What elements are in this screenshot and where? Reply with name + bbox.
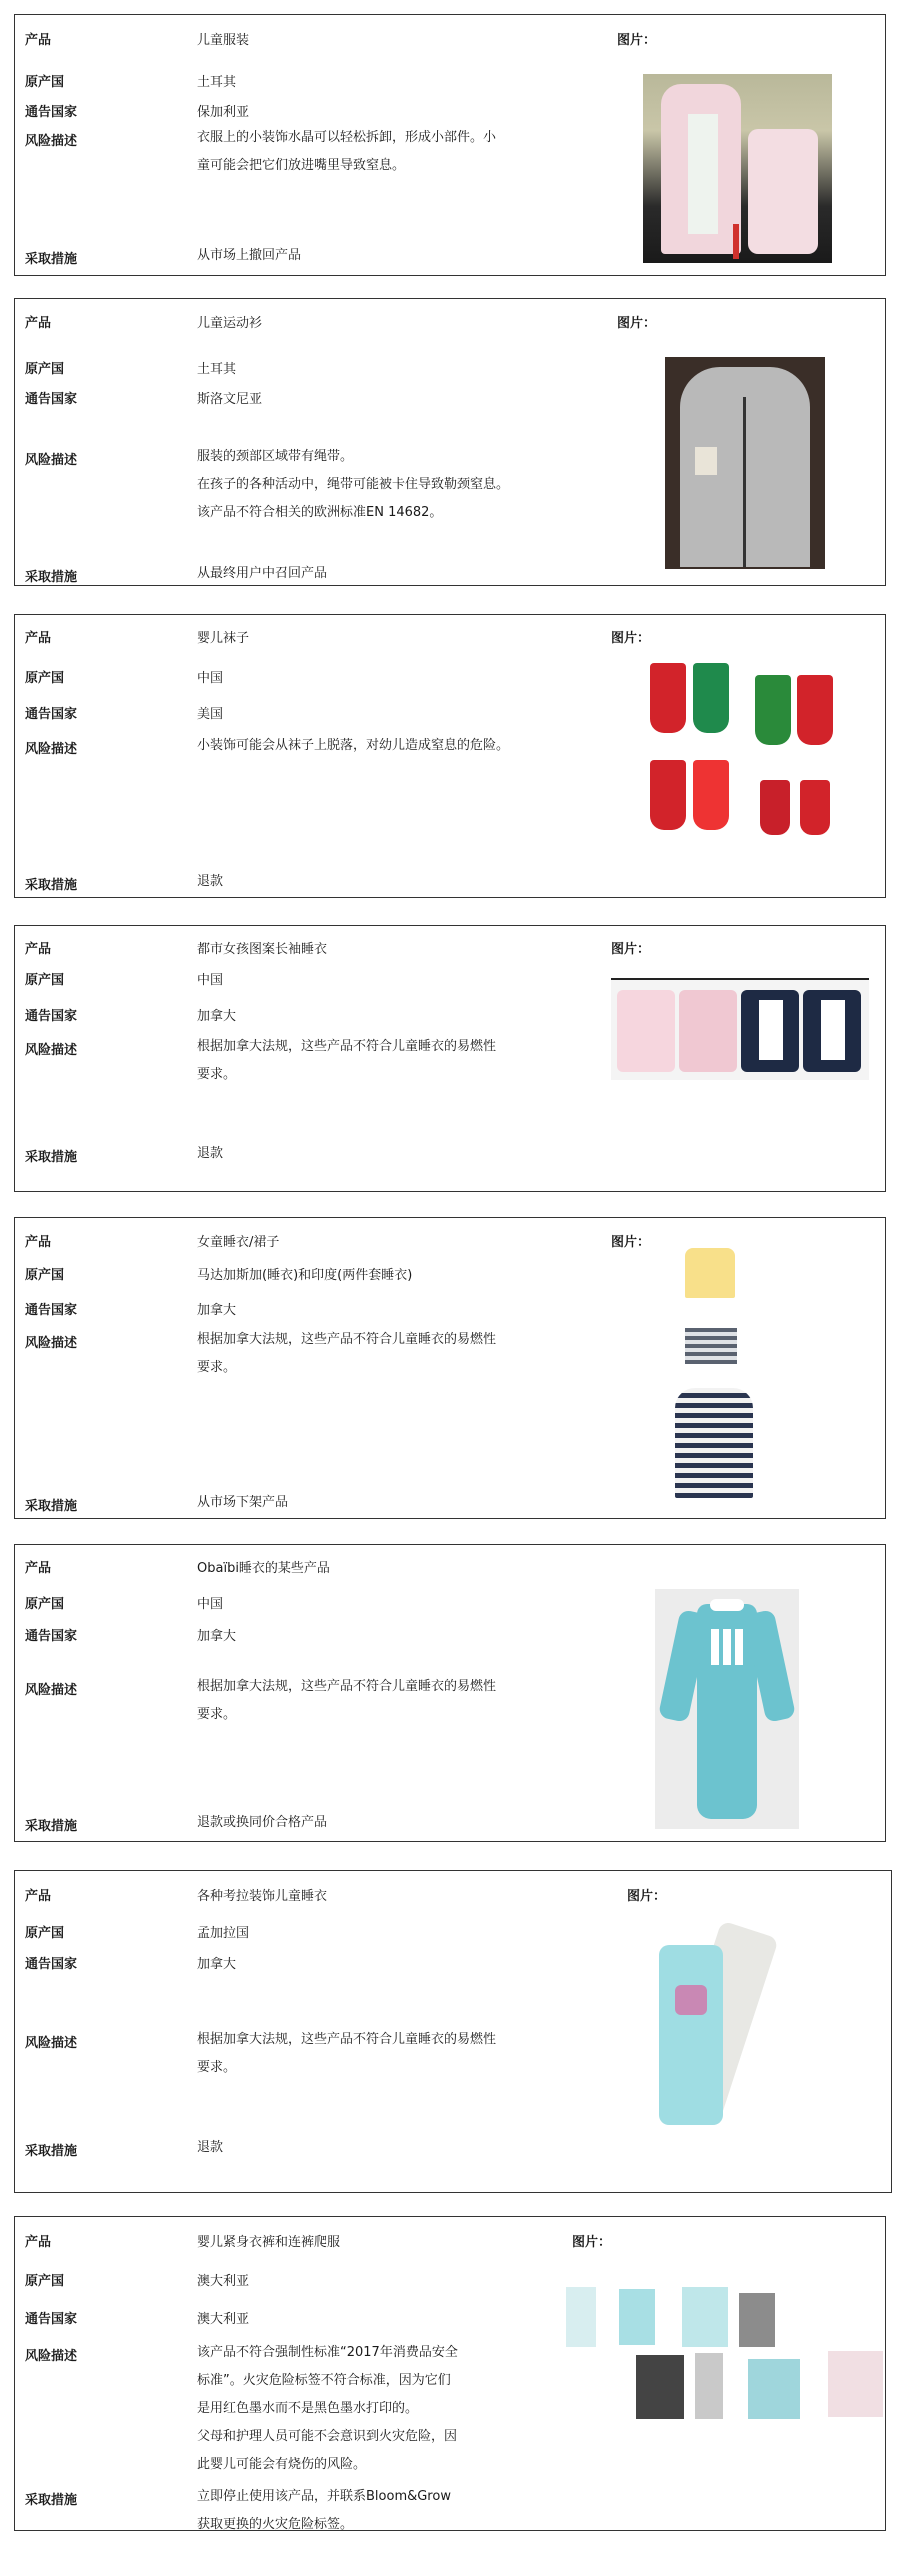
origin-label: 原产国	[25, 362, 65, 377]
origin-label: 原产国	[25, 2274, 65, 2289]
product-photo	[631, 1915, 787, 2129]
picture-label: 图片：	[627, 1889, 667, 1904]
risk-value	[197, 2345, 458, 2485]
origin-label: 原产国	[25, 1597, 65, 1612]
notifier-value: 澳大利亚	[197, 2312, 250, 2327]
measures-value	[197, 1495, 288, 1523]
recall-card-7	[14, 1870, 892, 2193]
picture-label: 图片：	[617, 33, 657, 48]
risk-line: 根据加拿大法规，这些产品不符合儿童睡衣的易燃性	[197, 1679, 497, 1694]
product-value: 女童睡衣/裙子	[197, 1235, 280, 1250]
notifier-label: 通告国家	[25, 2312, 78, 2327]
risk-value	[197, 449, 509, 533]
risk-label: 风险描述	[25, 1683, 78, 1698]
risk-line: 根据加拿大法规，这些产品不符合儿童睡衣的易燃性	[197, 2032, 497, 2047]
picture-label: 图片：	[572, 2235, 612, 2250]
product-value: 婴儿袜子	[197, 631, 250, 646]
product-photo	[643, 74, 832, 263]
product-value: 都市女孩图案长袖睡衣	[197, 942, 328, 957]
risk-label: 风险描述	[25, 2036, 78, 2051]
risk-label: 风险描述	[25, 2349, 78, 2364]
notifier-value: 加拿大	[197, 1957, 237, 1972]
risk-line: 要求。	[197, 2060, 237, 2075]
notifier-value: 斯洛文尼亚	[197, 392, 263, 407]
measures-label: 采取措施	[25, 2493, 78, 2508]
origin-label: 原产国	[25, 1926, 65, 1941]
origin-value: 马达加斯加(睡衣)和印度(两件套睡衣)	[197, 1268, 413, 1283]
measures-value	[197, 2489, 451, 2545]
risk-value	[197, 738, 509, 766]
product-label: 产品	[25, 631, 52, 646]
origin-value: 孟加拉国	[197, 1926, 250, 1941]
measures-label: 采取措施	[25, 2144, 78, 2159]
product-photo-shorts	[685, 1328, 737, 1364]
risk-value	[197, 130, 496, 186]
measures-value	[197, 2140, 223, 2168]
notifier-value: 加拿大	[197, 1009, 237, 1024]
notifier-label: 通告国家	[25, 105, 78, 120]
recall-card-8	[14, 2216, 886, 2531]
measures-line: 退款或换同价合格产品	[197, 1815, 328, 1830]
notifier-label: 通告国家	[25, 1957, 78, 1972]
risk-line: 根据加拿大法规，这些产品不符合儿童睡衣的易燃性	[197, 1332, 497, 1347]
notifier-value: 加拿大	[197, 1629, 237, 1644]
measures-line: 从最终用户中召回产品	[197, 566, 328, 581]
origin-label: 原产国	[25, 1268, 65, 1283]
risk-line: 根据加拿大法规，这些产品不符合儿童睡衣的易燃性	[197, 1039, 497, 1054]
notifier-value: 加拿大	[197, 1303, 237, 1318]
risk-line: 在孩子的各种活动中，绳带可能被卡住导致勒颈窒息。	[197, 477, 510, 492]
risk-line: 该产品不符合强制性标准“2017年消费品安全	[197, 2345, 458, 2360]
risk-line: 要求。	[197, 1067, 237, 1082]
measures-label: 采取措施	[25, 1150, 78, 1165]
risk-label: 风险描述	[25, 742, 78, 757]
recall-card-4	[14, 925, 886, 1192]
picture-label: 图片：	[611, 631, 651, 646]
risk-value	[197, 1039, 496, 1095]
recall-card-2	[14, 298, 886, 586]
product-label: 产品	[25, 1235, 52, 1250]
origin-value: 土耳其	[197, 362, 237, 377]
measures-value	[197, 248, 301, 276]
origin-label: 原产国	[25, 75, 65, 90]
risk-value	[197, 2032, 496, 2088]
risk-label: 风险描述	[25, 134, 78, 149]
recall-card-6	[14, 1544, 886, 1842]
measures-label: 采取措施	[25, 570, 78, 585]
risk-line: 父母和护理人员可能不会意识到火灾危险，因	[197, 2429, 458, 2444]
measures-line: 获取更换的火灾危险标签。	[197, 2517, 354, 2532]
product-label: 产品	[25, 1889, 52, 1904]
product-photo	[665, 357, 825, 569]
measures-label: 采取措施	[25, 878, 78, 893]
product-value: 婴儿紧身衣裤和连裤爬服	[197, 2235, 341, 2250]
product-photo-nightshirt	[685, 1248, 735, 1298]
picture-label: 图片：	[611, 1235, 651, 1250]
measures-value	[197, 1815, 327, 1843]
risk-value	[197, 1332, 496, 1388]
notifier-label: 通告国家	[25, 392, 78, 407]
measures-line: 退款	[197, 874, 224, 889]
product-photo	[645, 655, 845, 840]
measures-line: 从市场下架产品	[197, 1495, 289, 1510]
measures-line: 退款	[197, 1146, 224, 1161]
notifier-label: 通告国家	[25, 707, 78, 722]
product-value: 儿童服装	[197, 33, 250, 48]
measures-label: 采取措施	[25, 1819, 78, 1834]
product-photo-dress	[675, 1388, 753, 1498]
risk-line: 要求。	[197, 1707, 237, 1722]
origin-value: 土耳其	[197, 75, 237, 90]
origin-label: 原产国	[25, 671, 65, 686]
measures-value	[197, 874, 223, 902]
risk-line: 衣服上的小装饰水晶可以轻松拆卸，形成小部件。小	[197, 130, 497, 145]
risk-line: 服装的颈部区域带有绳带。	[197, 449, 354, 464]
measures-line: 退款	[197, 2140, 224, 2155]
picture-label: 图片：	[617, 316, 657, 331]
risk-label: 风险描述	[25, 1336, 78, 1351]
origin-value: 澳大利亚	[197, 2274, 250, 2289]
origin-label: 原产国	[25, 973, 65, 988]
product-photo	[655, 1589, 799, 1829]
product-label: 产品	[25, 2235, 52, 2250]
product-value: 儿童运动衫	[197, 316, 263, 331]
origin-value: 中国	[197, 1597, 224, 1612]
risk-line: 标准”。火灾危险标签不符合标准，因为它们	[197, 2373, 451, 2388]
measures-label: 采取措施	[25, 1499, 78, 1514]
notifier-label: 通告国家	[25, 1303, 78, 1318]
product-photo-collage	[564, 2287, 886, 2423]
recall-card-1	[14, 14, 886, 276]
notifier-value: 保加利亚	[197, 105, 250, 120]
notifier-label: 通告国家	[25, 1009, 78, 1024]
notifier-label: 通告国家	[25, 1629, 78, 1644]
product-value: Obaïbi睡衣的某些产品	[197, 1561, 330, 1576]
recall-card-3	[14, 614, 886, 898]
picture-label: 图片：	[611, 942, 651, 957]
risk-value	[197, 1679, 496, 1735]
origin-value: 中国	[197, 973, 224, 988]
product-label: 产品	[25, 1561, 52, 1576]
measures-line: 立即停止使用该产品，并联系Bloom&Grow	[197, 2489, 451, 2504]
risk-line: 要求。	[197, 1360, 237, 1375]
risk-line: 童可能会把它们放进嘴里导致窒息。	[197, 158, 406, 173]
measures-value	[197, 566, 327, 594]
risk-label: 风险描述	[25, 1043, 78, 1058]
risk-label: 风险描述	[25, 453, 78, 468]
measures-line: 从市场上撤回产品	[197, 248, 302, 263]
recall-card-5	[14, 1217, 886, 1519]
measures-label: 采取措施	[25, 252, 78, 267]
risk-line: 是用红色墨水而不是黑色墨水打印的。	[197, 2401, 419, 2416]
origin-value: 中国	[197, 671, 224, 686]
product-photo	[611, 978, 869, 1080]
risk-line: 该产品不符合相关的欧洲标准EN 14682。	[197, 505, 443, 520]
risk-line: 此婴儿可能会有烧伤的风险。	[197, 2457, 367, 2472]
product-label: 产品	[25, 316, 52, 331]
product-label: 产品	[25, 33, 52, 48]
product-label: 产品	[25, 942, 52, 957]
product-value: 各种考拉装饰儿童睡衣	[197, 1889, 328, 1904]
measures-value	[197, 1146, 223, 1174]
notifier-value: 美国	[197, 707, 224, 722]
risk-line: 小装饰可能会从袜子上脱落，对幼儿造成窒息的危险。	[197, 738, 510, 753]
